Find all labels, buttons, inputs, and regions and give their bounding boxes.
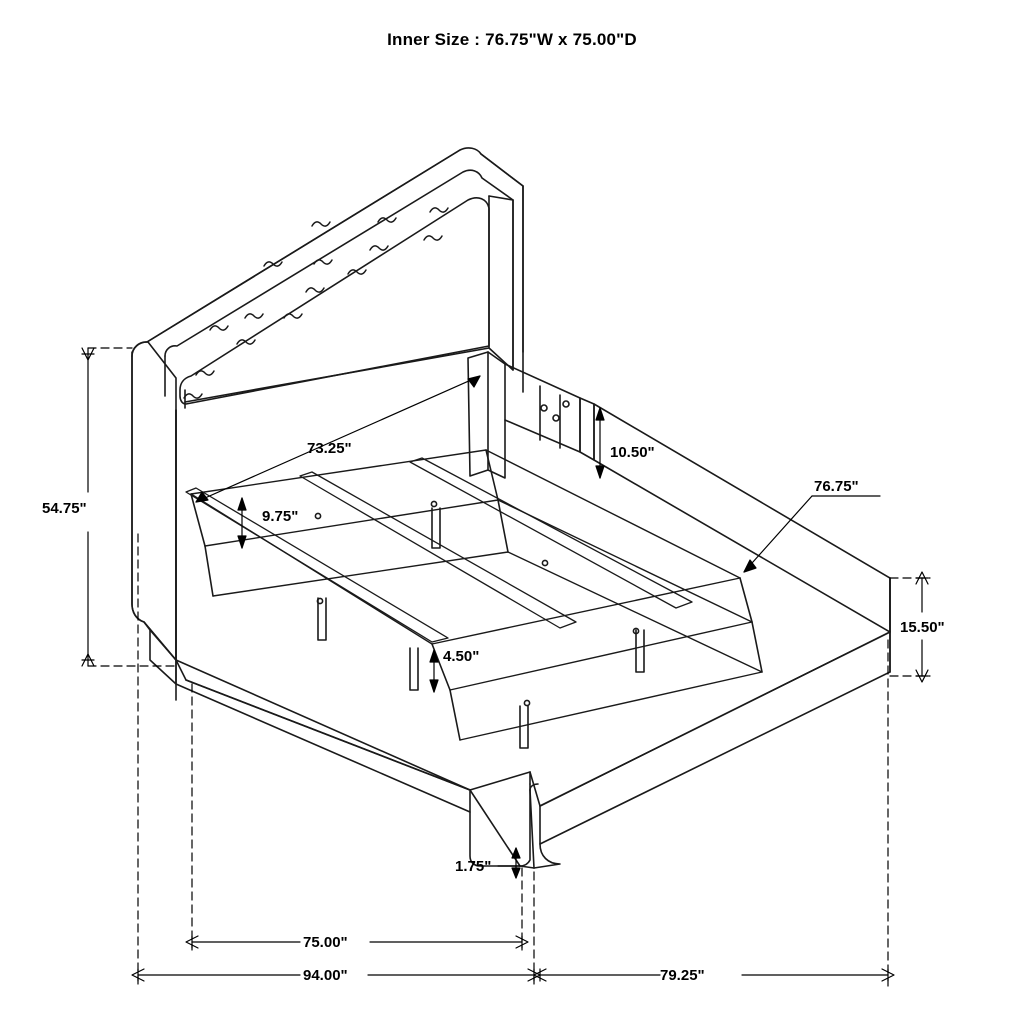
dimension-75-00 <box>186 684 528 950</box>
dimension-label-94-00: 94.00" <box>303 967 348 984</box>
dimension-label-54-75: 54.75" <box>42 500 87 517</box>
dimension-1-75 <box>498 848 520 878</box>
dimension-label-73-25: 73.25" <box>307 440 352 457</box>
dimension-79-25 <box>534 640 894 988</box>
dimension-54-75 <box>82 348 176 666</box>
dimension-label-4-50: 4.50" <box>443 648 480 665</box>
dimension-label-79-25: 79.25" <box>660 967 705 984</box>
dimension-label-75-00: 75.00" <box>303 934 348 951</box>
bed-frame-rails <box>186 352 890 748</box>
page-title: Inner Size : 76.75"W x 75.00"D <box>387 30 637 49</box>
dimension-73-25 <box>196 376 480 502</box>
dimension-label-9-75: 9.75" <box>262 508 299 525</box>
dimension-label-76-75: 76.75" <box>814 478 859 495</box>
dimension-94-00 <box>132 534 540 988</box>
dimension-label-15-50: 15.50" <box>900 619 945 636</box>
dimension-lines <box>82 348 930 988</box>
dimension-label-1-75: 1.75" <box>455 858 492 875</box>
dimension-9-75 <box>238 498 246 548</box>
dimension-10-50 <box>596 408 604 478</box>
tufting-buttons <box>184 208 448 398</box>
dimension-label-10-50: 10.50" <box>610 444 655 461</box>
headboard-outline <box>132 148 523 684</box>
